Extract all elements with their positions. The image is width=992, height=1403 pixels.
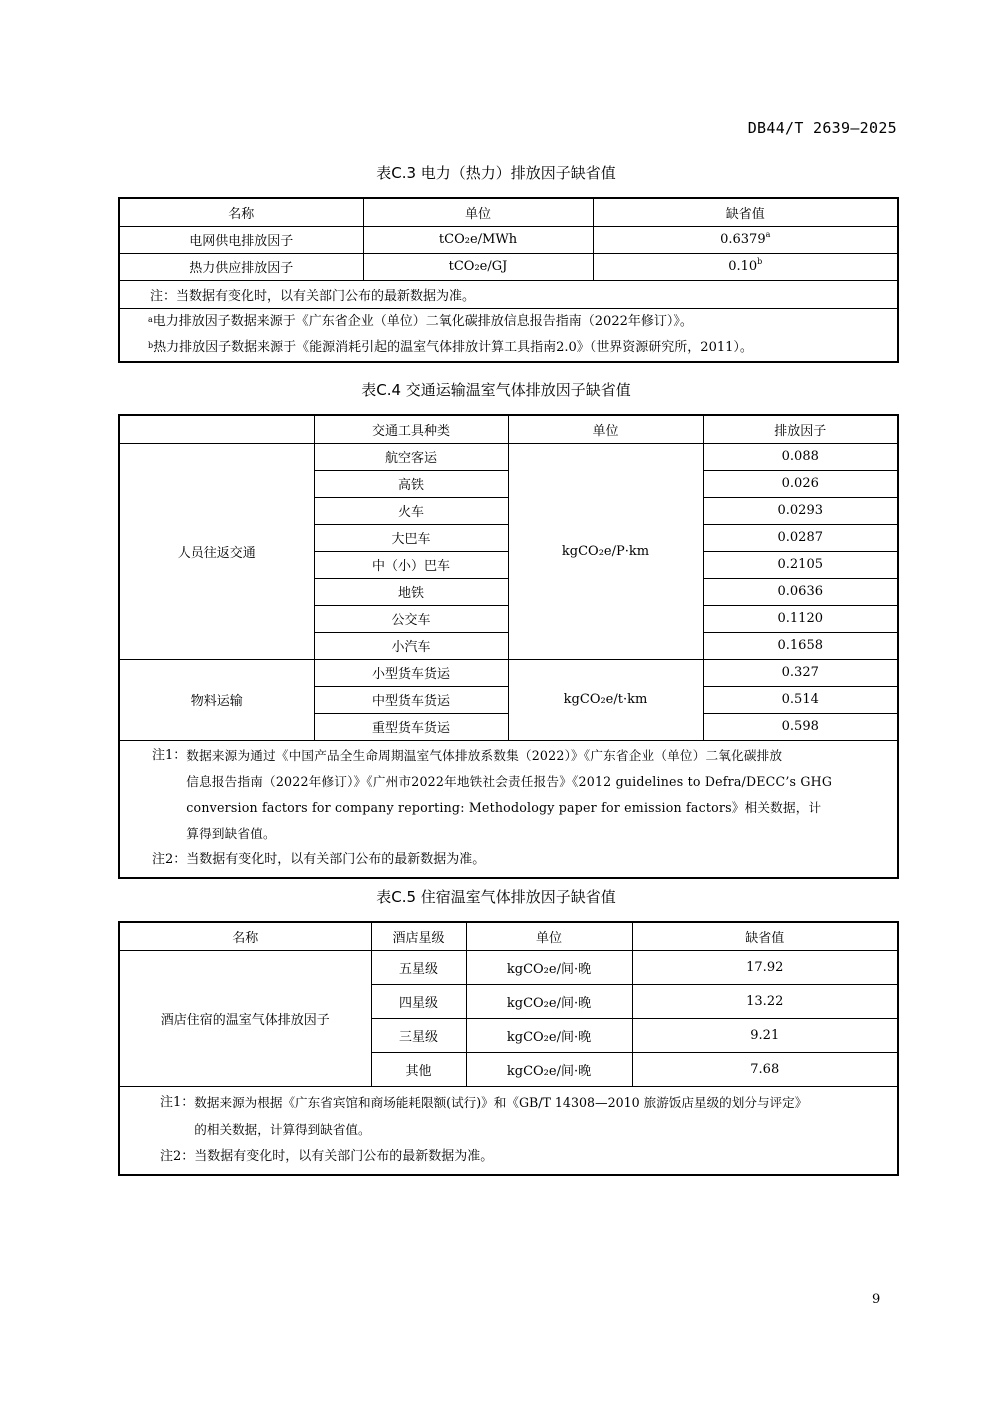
table-row xyxy=(119,443,898,470)
star-cell: 五星级 xyxy=(371,950,466,984)
type-cell: 中（小）巴车 xyxy=(314,551,508,578)
unit-cell: kgCO₂e/间·晚 xyxy=(466,1018,632,1052)
table-row xyxy=(119,659,898,686)
table-header-row xyxy=(119,198,898,226)
type-cell: 航空客运 xyxy=(314,443,508,470)
type-cell: 小型货车货运 xyxy=(314,659,508,686)
table-note: 注：当数据有变化时，以有关部门公布的最新数据为准。 xyxy=(119,280,898,308)
type-cell: 地铁 xyxy=(314,578,508,605)
header-cell: 缺省值 xyxy=(593,198,898,226)
value-cell: 17.92 xyxy=(632,950,898,984)
header-cell: 单位 xyxy=(508,415,703,443)
type-cell: 重型货车货运 xyxy=(314,713,508,740)
table-c3-title: 表C.3 电力（热力）排放因子缺省值 xyxy=(376,164,616,182)
group-label-cell: 人员往返交通 xyxy=(119,443,314,659)
unit-cell: tCO₂e/MWh xyxy=(363,226,593,253)
factor-cell: 0.026 xyxy=(703,470,898,497)
page-number: 9 xyxy=(872,1292,881,1307)
value-cell: 9.21 xyxy=(632,1018,898,1052)
table-note-2: 注2：当数据有变化时，以有关部门公布的最新数据为准。 xyxy=(160,1148,494,1164)
header-cell: 单位 xyxy=(363,198,593,226)
table-note-1: 注1： 数据来源为通过《中国产品全生命周期温室气体排放系数集（2022）》《广东省企业（单位）二氧化碳排放 信息报告指南（2022年修订）》《广州市2022年地铁社会责任报告》《2012 guidelines to Defra/DECC’s GHG conversion factors for company reporting: Methodology paper for emission factors》相关数据，计 算得到缺省值。 xyxy=(152,747,833,841)
factor-cell: 0.0293 xyxy=(703,497,898,524)
table-c5-title: 表C.5 住宿温室气体排放因子缺省值 xyxy=(376,888,616,906)
table-c3 xyxy=(118,197,899,363)
type-cell: 大巴车 xyxy=(314,524,508,551)
table-note-2: 注2：当数据有变化时，以有关部门公布的最新数据为准。 xyxy=(152,851,486,867)
type-cell: 中型货车货运 xyxy=(314,686,508,713)
header-cell: 排放因子 xyxy=(703,415,898,443)
value-cell: 0.10$^b$ xyxy=(593,253,898,280)
footnote-row xyxy=(119,308,898,362)
factor-cell: 0.514 xyxy=(703,686,898,713)
table-c4 xyxy=(118,414,899,879)
star-cell: 其他 xyxy=(371,1052,466,1086)
header-cell: 酒店星级 xyxy=(371,922,466,950)
factor-cell: 0.2105 xyxy=(703,551,898,578)
header-cell: 单位 xyxy=(466,922,632,950)
table-c4-title: 表C.4 交通运输温室气体排放因子缺省值 xyxy=(361,381,631,399)
star-cell: 四星级 xyxy=(371,984,466,1018)
factor-cell: 0.088 xyxy=(703,443,898,470)
header-cell: 名称 xyxy=(119,198,363,226)
header-cell: 缺省值 xyxy=(632,922,898,950)
note-row xyxy=(119,1086,898,1175)
table-row xyxy=(119,950,898,984)
name-cell: 酒店住宿的温室气体排放因子 xyxy=(119,950,371,1086)
factor-cell: 0.0636 xyxy=(703,578,898,605)
standard-code: DB44/T 2639—2025 xyxy=(747,119,897,137)
table-header-row xyxy=(119,415,898,443)
value-cell: 13.22 xyxy=(632,984,898,1018)
table-note-1: 注1： 数据来源为根据《广东省宾馆和商场能耗限额(试行)》和《GB/T 14308—2010 旅游饭店星级的划分与评定》 的相关数据，计算得到缺省值。 xyxy=(160,1094,808,1137)
table-row xyxy=(119,226,898,253)
note-row xyxy=(119,280,898,308)
unit-cell: kgCO₂e/间·晚 xyxy=(466,984,632,1018)
header-cell: 名称 xyxy=(119,922,371,950)
unit-cell: tCO₂e/GJ xyxy=(363,253,593,280)
type-cell: 公交车 xyxy=(314,605,508,632)
factor-cell: 0.598 xyxy=(703,713,898,740)
unit-cell: kgCO₂e/间·晚 xyxy=(466,950,632,984)
factor-cell: 0.0287 xyxy=(703,524,898,551)
header-cell xyxy=(119,415,314,443)
unit-cell: kgCO₂e/间·晚 xyxy=(466,1052,632,1086)
group-label-cell: 物料运输 xyxy=(119,659,314,740)
star-cell: 三星级 xyxy=(371,1018,466,1052)
table-c5 xyxy=(118,921,899,1176)
header-cell: 交通工具种类 xyxy=(314,415,508,443)
unit-cell: kgCO₂e/t·km xyxy=(508,659,703,740)
footnote-a: $^a$电力排放因子数据来源于《广东省企业（单位）二氧化碳排放信息报告指南（2022年修订）》。 xyxy=(148,313,693,329)
factor-cell: 0.327 xyxy=(703,659,898,686)
type-cell: 火车 xyxy=(314,497,508,524)
note-row xyxy=(119,740,898,878)
table-row xyxy=(119,253,898,280)
value-cell: 0.6379$^a$ xyxy=(593,226,898,253)
factor-cell: 0.1120 xyxy=(703,605,898,632)
type-cell: 高铁 xyxy=(314,470,508,497)
value-cell: 7.68 xyxy=(632,1052,898,1086)
footnote-b: $^b$热力排放因子数据来源于《能源消耗引起的温室气体排放计算工具指南2.0》（世界资源研究所，2011）。 xyxy=(148,339,753,355)
name-cell: 热力供应排放因子 xyxy=(119,253,363,280)
unit-cell: kgCO₂e/P·km xyxy=(508,443,703,659)
factor-cell: 0.1658 xyxy=(703,632,898,659)
type-cell: 小汽车 xyxy=(314,632,508,659)
name-cell: 电网供电排放因子 xyxy=(119,226,363,253)
table-header-row xyxy=(119,922,898,950)
